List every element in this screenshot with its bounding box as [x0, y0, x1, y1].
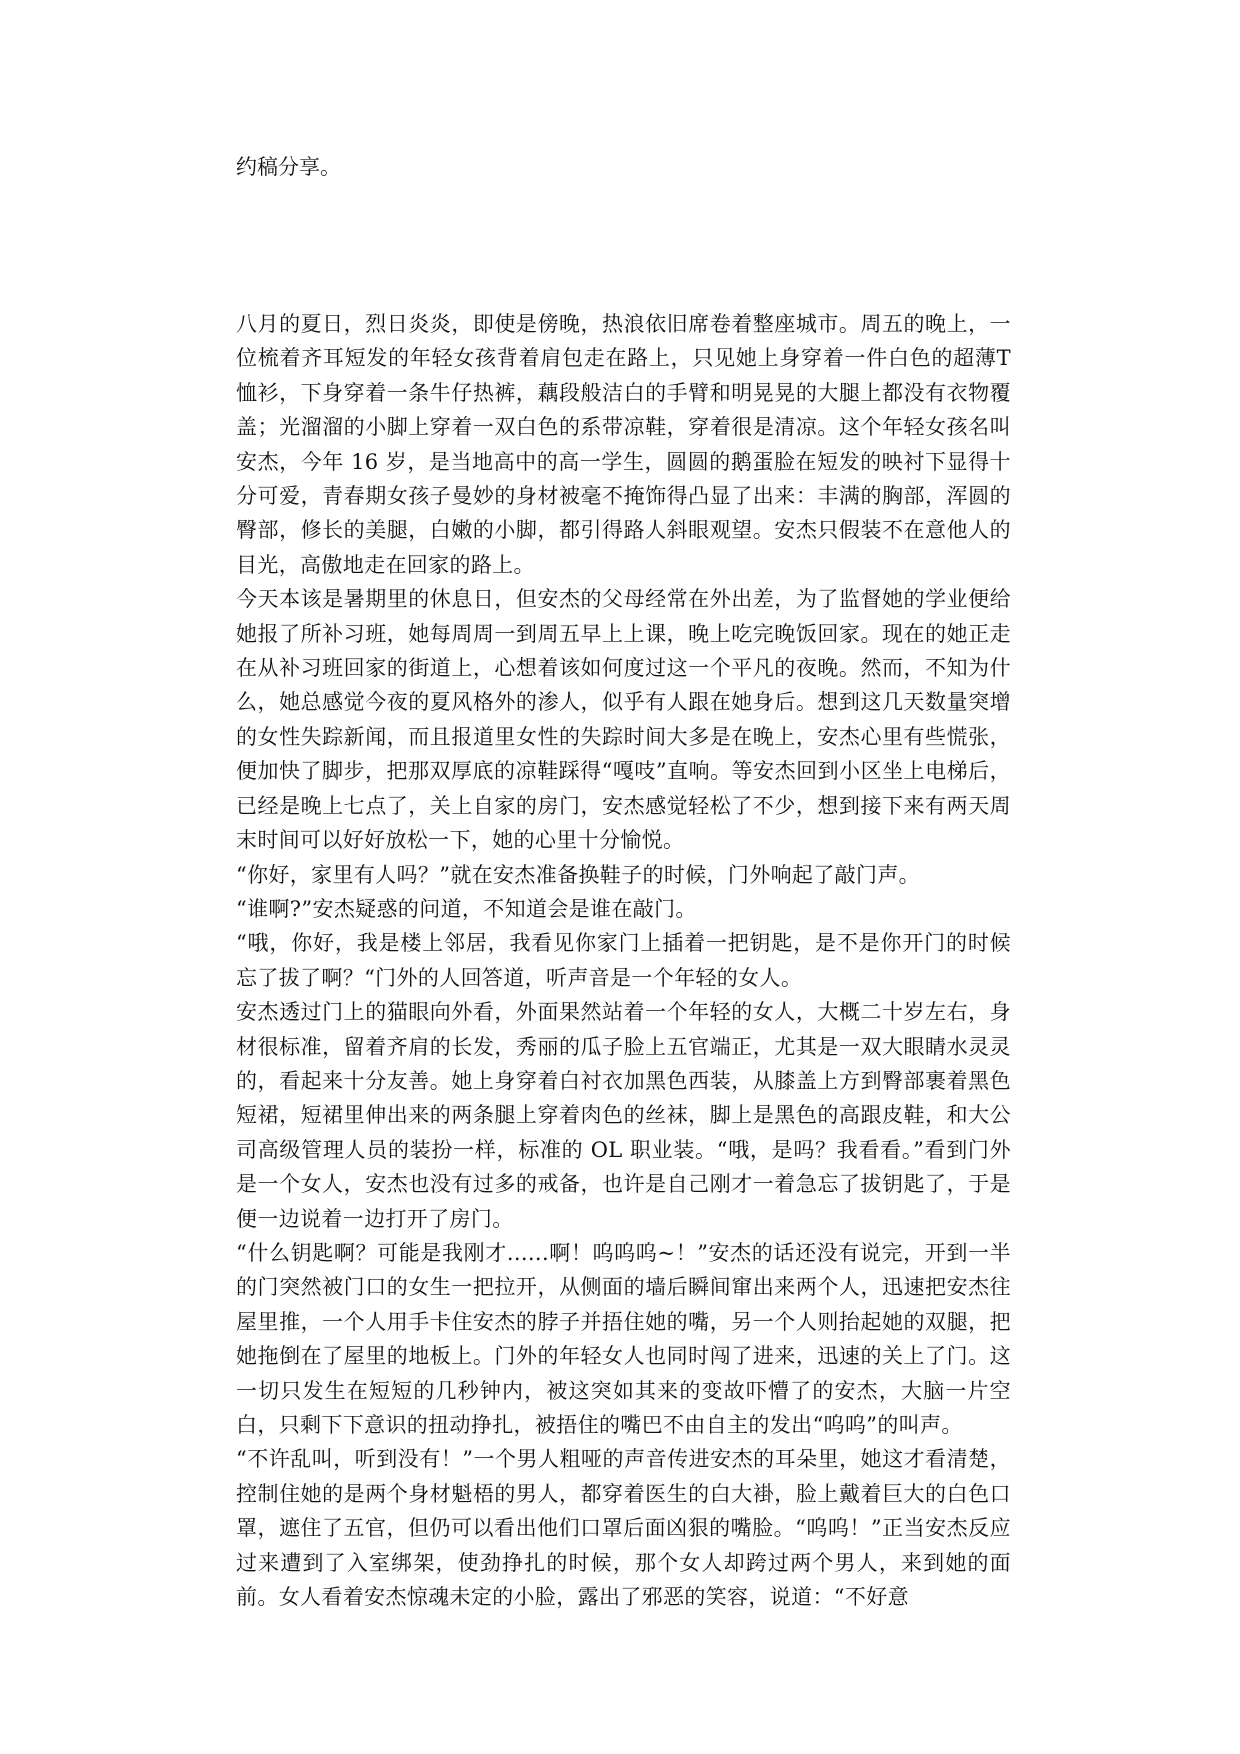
- paragraph-4: “谁啊?”安杰疑惑的问道，不知道会是谁在敲门。: [236, 896, 697, 921]
- paragraph-6: 安杰透过门上的猫眼向外看，外面果然站着一个年轻的女人，大概二十岁左右，身材很标准，留着齐肩的长发，秀丽的瓜子脸上五官端正，尤其是一双大眼睛水灵灵的，看起来十分友善。她上身穿着白衬衣加黑色西装，从膝盖上方到臀部裹着黑色短裙，短裙里伸出来的两条腿上穿着肉色的丝袜，脚上是黑色的高跟皮鞋，和大公司高级管理人员的装扮一样，标准的 OL 职业装。“哦，是吗？我看看。”看到门外是一个女人，安杰也没有过多的戒备，也许是自己刚才一着急忘了拔钥匙了，于是便一边说着一边打开了房门。: [236, 1000, 1011, 1231]
- paragraph-5: “哦，你好，我是楼上邻居，我看见你家门上插着一把钥匙，是不是你开门的时候忘了拔了啊？“门外的人回答道，听声音是一个年轻的女人。: [236, 931, 1011, 990]
- paragraph-8: “不许乱叫，听到没有！”一个男人粗哑的声音传进安杰的耳朵里，她这才看清楚，控制住她的是两个身材魁梧的男人，都穿着医生的白大褂，脸上戴着巨大的白色口罩，遮住了五官，但仍可以看出他们口罩后面凶狠的嘴脸。“呜呜！”正当安杰反应过来遭到了入室绑架，使劲挣扎的时候，那个女人却跨过两个男人，来到她的面前。女人看着安杰惊魂未定的小脸，露出了邪恶的笑容，说道：“不好意: [236, 1447, 1011, 1610]
- paragraph-1: 八月的夏日，烈日炎炎，即使是傍晚，热浪依旧席卷着整座城市。周五的晚上，一位梳着齐耳短发的年轻女孩背着肩包走在路上，只见她上身穿着一件白色的超薄T 恤衫，下身穿着一条牛仔热裤，藕段般洁白的手臂和明晃晃的大腿上都没有衣物覆盖；光溜溜的小脚上穿着一双白色的系带凉鞋，穿着很是清凉。这个年轻女孩名叫安杰，今年 16 岁，是当地高中的高一学生，圆圆的鹅蛋脸在短发的映衬下显得十分可爱，青春期女孩子曼妙的身材被毫不掩饰得凸显了出来：丰满的胸部，浑圆的臀部，修长的美腿，白嫩的小脚，都引得路人斜眼观望。安杰只假装不在意他人的目光，高傲地走在回家的路上。: [236, 312, 1011, 577]
- header-line: 约稿分享。: [236, 155, 341, 179]
- paragraph-7: “什么钥匙啊？可能是我刚才......啊！呜呜呜~！”安杰的话还没有说完，开到一半的门突然被门口的女生一把拉开，从侧面的墙后瞬间窜出来两个人，迅速把安杰往屋里推，一个人用手卡住安杰的脖子并捂住她的嘴，另一个人则抬起她的双腿，把她拖倒在了屋里的地板上。门外的年轻女人也同时闯了进来，迅速的关上了门。这一切只发生在短短的几秒钟内，被这突如其来的变故吓懵了的安杰，大脑一片空白，只剩下下意识的扭动挣扎，被捂住的嘴巴不由自主的发出“呜呜”的叫声。: [236, 1240, 1011, 1437]
- paragraph-3: “你好，家里有人吗？”就在安杰准备换鞋子的时候，门外响起了敲门声。: [236, 862, 921, 887]
- body-text: [236, 307, 1011, 1614]
- paragraph-2: 今天本该是暑期里的休息日，但安杰的父母经常在外出差，为了监督她的学业便给她报了所补习班，她每周周一到周五早上上课，晚上吃完晚饭回家。现在的她正走在从补习班回家的街道上，心想着该如何度过这一个平凡的夜晚。然而，不知为什么，她总感觉今夜的夏风格外的渗人，似乎有人跟在她身后。想到这几天数量突增的女性失踪新闻，而且报道里女性的失踪时间大多是在晚上，安杰心里有些慌张，便加快了脚步，把那双厚底的凉鞋踩得“嘎吱”直响。等安杰回到小区坐上电梯后，已经是晚上七点了，关上自家的房门，安杰感觉轻松了不少，想到接下来有两天周末时间可以好好放松一下，她的心里十分愉悦。: [236, 587, 1011, 853]
